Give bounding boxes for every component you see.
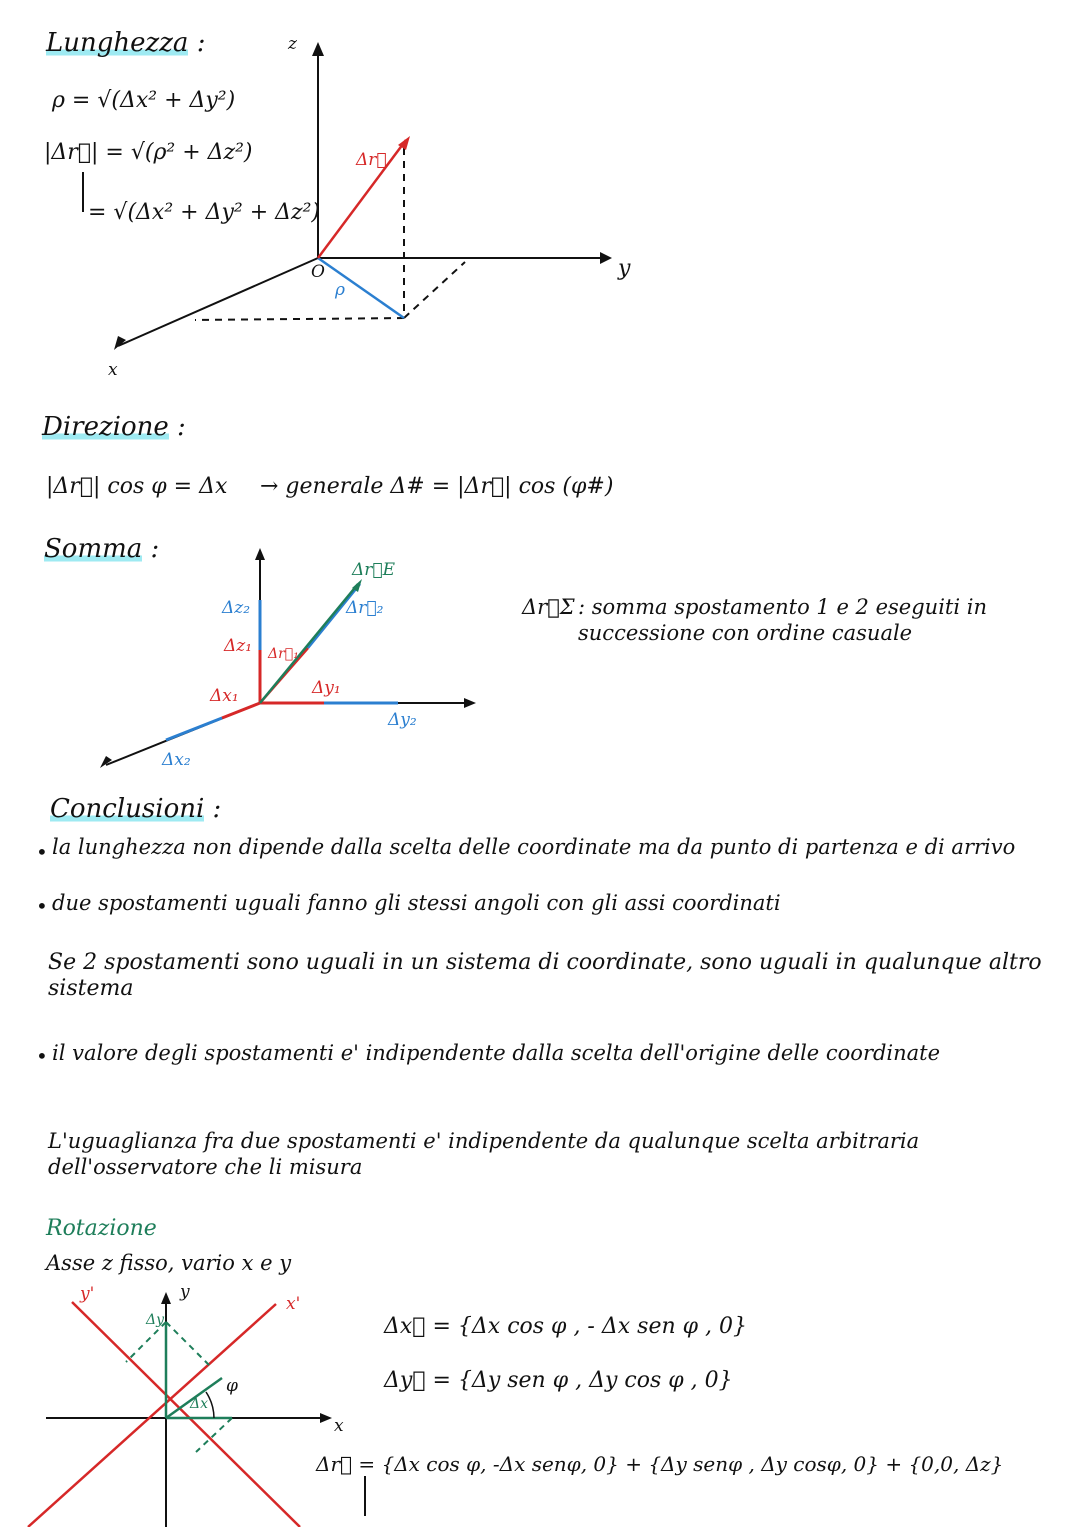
label-dr1: Δr⃗₁ (268, 646, 299, 662)
sum-note-text: : somma spostamento 1 e 2 eseguiti in successione con ordine casuale (578, 595, 987, 645)
rot-x-prime-axis (28, 1304, 276, 1527)
conclusion-bullet-2: due spostamenti uguali fanno gli stessi angoli con gli assi coordinati (52, 891, 781, 915)
conclusion-bullet-3: il valore degli spostamenti e' indipendente dalla scelta dell'origine delle coordinate (52, 1041, 941, 1065)
rotation-heading: Rotazione (46, 1216, 157, 1241)
x-axis-label: x (108, 360, 118, 380)
sum-note-term: Δr⃗Σ (522, 595, 575, 619)
length-eq-modulus: |Δr⃗| = √(ρ² + Δz²) (44, 140, 253, 165)
y-axis-label: y (618, 256, 631, 281)
direction-eq: |Δr⃗| cos φ = Δx (46, 474, 228, 499)
rot-y-label: y (180, 1282, 190, 1302)
length-eq-expanded: = √(Δx² + Δy² + Δz²) (88, 200, 320, 225)
rot-proj-2 (166, 1322, 212, 1368)
rot-dx-label: Δx (190, 1396, 209, 1412)
label-dx1: Δx₁ (210, 686, 239, 706)
label-dr2: Δr⃗₂ (346, 598, 384, 618)
label-dy2: Δy₂ (388, 710, 417, 730)
label-dz1: Δz₁ (224, 636, 253, 656)
sum-heading: Somma : (44, 534, 160, 564)
label-dre: Δr⃗E (352, 560, 396, 580)
conclusion-para-1: Se 2 spostamenti sono uguali in un sistema di coordinate, sono uguali in qualunque altro sistema (48, 950, 1042, 1001)
rot-x-prime-label: x' (286, 1294, 301, 1314)
rot-eq-dy: Δy⃗ = {Δy sen φ , Δy cos φ , 0} (384, 1368, 733, 1393)
length-heading: Lunghezza : (46, 28, 206, 58)
rot-eq-bar (364, 1476, 366, 1516)
label-dz2: Δz₂ (222, 598, 251, 618)
rot-x-label: x (334, 1416, 344, 1436)
rot-phi-label: φ (226, 1376, 238, 1396)
rot-y-prime-label: y' (80, 1284, 95, 1304)
bullet-dot-3: • (36, 1044, 48, 1068)
label-dx2: Δx₂ (162, 750, 191, 770)
sum-y-arrow (464, 698, 476, 708)
direction-heading: Direzione : (42, 412, 186, 442)
label-dy1: Δy₁ (312, 678, 341, 698)
length-eq-rho: ρ = √(Δx² + Δy²) (52, 88, 236, 113)
bullet-dot-1: • (36, 840, 48, 864)
rot-dy-label: Δy (146, 1312, 165, 1328)
bullet-dot-2: • (36, 894, 48, 918)
rot-proj-3 (196, 1418, 232, 1452)
rot-eq-dr: Δr⃗ = {Δx cos φ, -Δx senφ, 0} + {Δy senφ , Δy cosφ, 0} + {0,0, Δz} (316, 1452, 1004, 1476)
rot-proj-1 (126, 1322, 166, 1362)
origin-label: O (311, 262, 325, 282)
rot-x-arrow (320, 1413, 332, 1423)
length-heading-text: Lunghezza (46, 28, 189, 58)
direction-general: → generale Δ# = |Δr⃗| cos (φ#) (260, 474, 614, 499)
conclusion-para-2: L'uguaglianza fra due spostamenti e' indipendente da qualunque scelta arbitraria dell'osservatore che li misura (48, 1129, 920, 1179)
sum-heading-text: Somma (44, 534, 143, 564)
conclusion-bullet-1: la lunghezza non dipende dalla scelta delle coordinate ma da punto di partenza e di arrivo (52, 835, 1016, 859)
delta-r-label: Δr⃗ (356, 150, 387, 170)
rot-eq-dx: Δx⃗ = {Δx cos φ , - Δx sen φ , 0} (384, 1314, 747, 1339)
rot-y-prime-axis (72, 1302, 300, 1527)
direction-heading-text: Direzione (42, 412, 169, 442)
conclusions-heading-text: Conclusioni (50, 794, 205, 824)
conclusions-heading: Conclusioni : (50, 794, 222, 824)
rotation-subtitle: Asse z fisso, vario x e y (46, 1251, 292, 1275)
z-axis-label: z (288, 34, 297, 54)
rot-y-arrow (161, 1292, 171, 1304)
rho-label: ρ (335, 280, 345, 300)
